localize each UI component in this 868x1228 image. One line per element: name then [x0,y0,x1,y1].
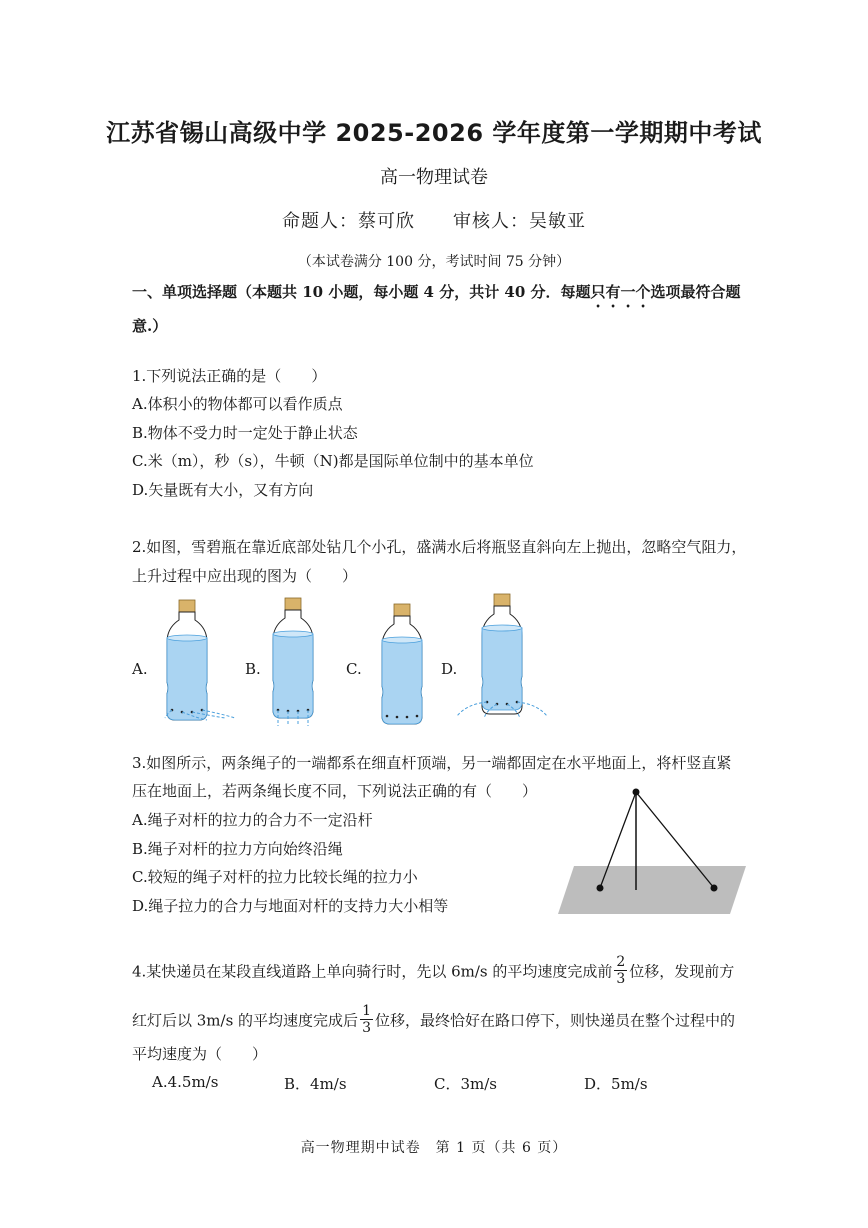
q2-label-b: B. [245,660,261,678]
q3-option-b: B.绳子对杆的拉力方向始终沿绳 [132,840,343,858]
q4-line2 [132,1005,735,1038]
bottle-d-figure [457,594,547,718]
q1-option-c: C.米（m），秒（s），牛顿（N)都是国际单位制中的基本单位 [132,452,534,470]
bottle-a-figure [165,600,235,720]
q4-line3: 平均速度为（ ） [132,1045,268,1063]
q4-frac1-denominator: 3 [616,971,626,987]
q4-frac2-numerator: 1 [362,1003,371,1019]
q2-label-d: D. [441,660,458,678]
q3-option-c: C.较短的绳子对杆的拉力比较长绳的拉力小 [132,868,418,886]
q2-stem-line1: 2.如图，雪碧瓶在靠近底部处钻几个小孔，盛满水后将瓶竖直斜向左上抛出，忽略空气阻力， [132,538,747,556]
author-label: 命题人：蔡可欣 [282,211,415,232]
q4-line1 [132,956,734,989]
section-heading-emphasis: 只有一个 [590,283,651,301]
q1-option-a: A.体积小的物体都可以看作质点 [132,395,343,413]
q4-line2-part-a: 红灯后以 3m/s 的平均速度完成后 [132,1011,359,1030]
q4-line1-part-a: 4.某快递员在某段直线道路上单向骑行时，先以 6m/s 的平均速度完成前 [132,962,613,981]
exam-subtitle: 高一物理试卷 [380,167,488,188]
q4-frac1-numerator: 2 [616,954,626,970]
pole-rope-figure [550,780,750,920]
reviewer-label: 审核人：吴敏亚 [453,211,586,232]
exam-note: （本试卷满分 100 分，考试时间 75 分钟） [297,254,571,270]
page-footer: 高一物理期中试卷 第 1 页（共 6 页） [300,1140,568,1156]
bottle-figures [0,590,868,730]
section-heading-part2: 选项最符合题意.） [132,283,741,335]
q4-frac2-denominator: 3 [362,1020,371,1036]
q3-option-d: D.绳子拉力的合力与地面对杆的支持力大小相等 [132,897,449,915]
q3-stem-line1: 3.如图所示，两条绳子的一端都系在细直杆顶端，另一端都固定在水平地面上，将杆竖直紧 [132,754,732,772]
author-line [0,207,868,233]
section-heading [132,277,744,341]
ground-plane [558,866,746,914]
q1-stem: 1.下列说法正确的是（ ） [132,367,327,385]
q2-stem-line2: 上升过程中应出现的图为（ ） [132,567,358,585]
q4-fraction-one-third [360,1003,373,1036]
exam-title: 江苏省锡山高级中学 2025-2026 学年度第一学期期中考试 [106,119,762,147]
section-heading-part1: 一、单项选择题（本题共 10 小题，每小题 4 分，共计 40 分．每题 [132,283,591,301]
q3-option-a: A.绳子对杆的拉力的合力不一定沿杆 [132,811,373,829]
q2-label-a: A. [132,660,148,678]
q4-line1-part-b: 位移，发现前方 [629,962,735,981]
q4-fraction-two-thirds [614,954,627,987]
q2-label-c: C. [346,660,362,678]
q4-option-a: A.4.5m/s [152,1073,219,1091]
q3-stem-line2: 压在地面上，若两条绳长度不同，下列说法正确的有（ ） [132,782,538,800]
q4-option-d: D．5m/s [584,1075,648,1093]
q4-option-b: B．4m/s [284,1075,347,1093]
bottle-b-figure [273,598,313,726]
q4-line2-part-b: 位移，最终恰好在路口停下，则快递员在整个过程中的 [374,1011,735,1030]
q1-option-d: D.矢量既有大小，又有方向 [132,481,314,499]
q4-option-c: C．3m/s [434,1075,497,1093]
bottle-c-figure [382,604,422,724]
q1-option-b: B.物体不受力时一定处于静止状态 [132,424,358,442]
